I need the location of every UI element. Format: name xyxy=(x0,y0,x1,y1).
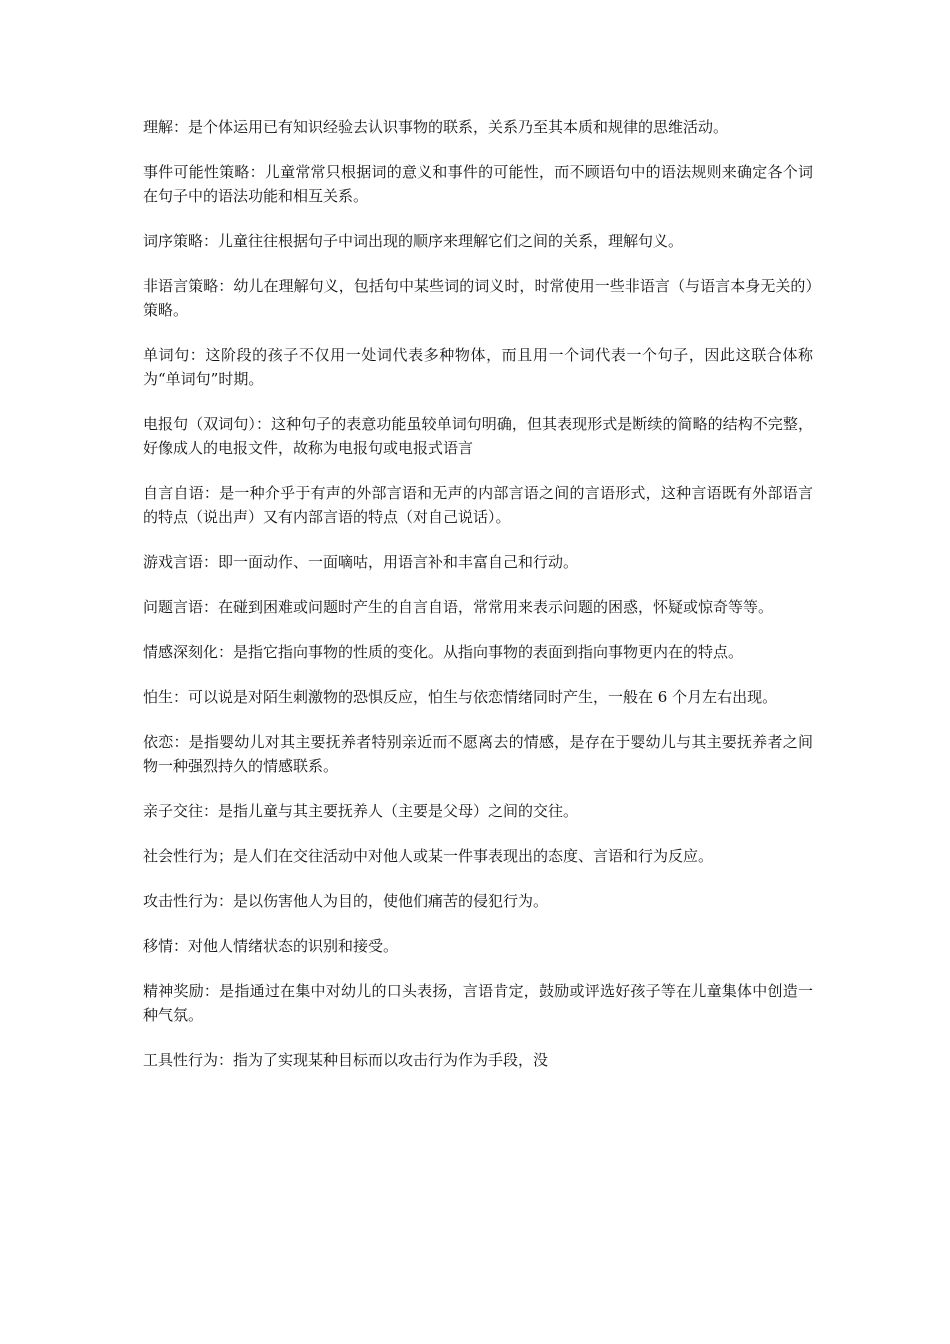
definition-paragraph: 问题言语：在碰到困难或问题时产生的自言自语，常常用来表示问题的困惑，怀疑或惊奇等等。 xyxy=(143,598,774,616)
definition-paragraph: 游戏言语：即一面动作、一面嘀咕，用语言补和丰富自己和行动。 xyxy=(143,553,579,571)
definition-paragraph: 攻击性行为：是以伤害他人为目的，使他们痛苦的侵犯行为。 xyxy=(143,892,549,910)
definition-paragraph: 怕生：可以说是对陌生刺激物的恐惧反应，怕生与依恋情绪同时产生，一般在 6 个月左右出现。 xyxy=(143,688,778,706)
definition-paragraph: 精神奖励：是指通过在集中对幼儿的口头表扬，言语肯定，鼓励或评选好孩子等在儿童集体中创造一种气氛。 xyxy=(143,982,813,1024)
definition-paragraph: 社会性行为；是人们在交往活动中对他人或某一件事表现出的态度、言语和行为反应。 xyxy=(143,847,714,865)
definition-paragraph: 非语言策略：幼儿在理解句义，包括句中某些词的词义时，时常使用一些非语言（与语言本身无关的）策略。 xyxy=(143,277,813,319)
definition-paragraph: 词序策略：儿童往往根据句子中词出现的顺序来理解它们之间的关系，理解句义。 xyxy=(143,232,684,250)
definition-paragraph: 理解：是个体运用已有知识经验去认识事物的联系，关系乃至其本质和规律的思维活动。 xyxy=(143,118,729,136)
definition-paragraph: 移情：对他人情绪状态的识别和接受。 xyxy=(143,937,399,955)
document-body xyxy=(143,115,813,1093)
definition-paragraph: 依恋：是指婴幼儿对其主要抚养者特别亲近而不愿离去的情感，是存在于婴幼儿与其主要抚养者之间物一种强烈持久的情感联系。 xyxy=(143,733,813,775)
definition-paragraph: 自言自语：是一种介乎于有声的外部言语和无声的内部言语之间的言语形式，这种言语既有外部语言的特点（说出声）又有内部言语的特点（对自己说话）。 xyxy=(143,484,813,526)
definition-paragraph: 情感深刻化：是指它指向事物的性质的变化。从指向事物的表面到指向事物更内在的特点。 xyxy=(143,643,744,661)
definition-paragraph: 单词句：这阶段的孩子不仅用一处词代表多种物体，而且用一个词代表一个句子，因此这联合体称为“单词句”时期。 xyxy=(143,346,813,388)
definition-paragraph: 亲子交往：是指儿童与其主要抚养人（主要是父母）之间的交往。 xyxy=(143,802,579,820)
definition-paragraph: 事件可能性策略：儿童常常只根据词的意义和事件的可能性，而不顾语句中的语法规则来确定各个词在句子中的语法功能和相互关系。 xyxy=(143,163,813,205)
definition-paragraph: 电报句（双词句）：这种句子的表意功能虽较单词句明确，但其表现形式是断续的简略的结构不完整，好像成人的电报文件，故称为电报句或电报式语言 xyxy=(143,415,813,457)
definition-paragraph: 工具性行为：指为了实现某种目标而以攻击行为作为手段，没 xyxy=(143,1051,549,1069)
